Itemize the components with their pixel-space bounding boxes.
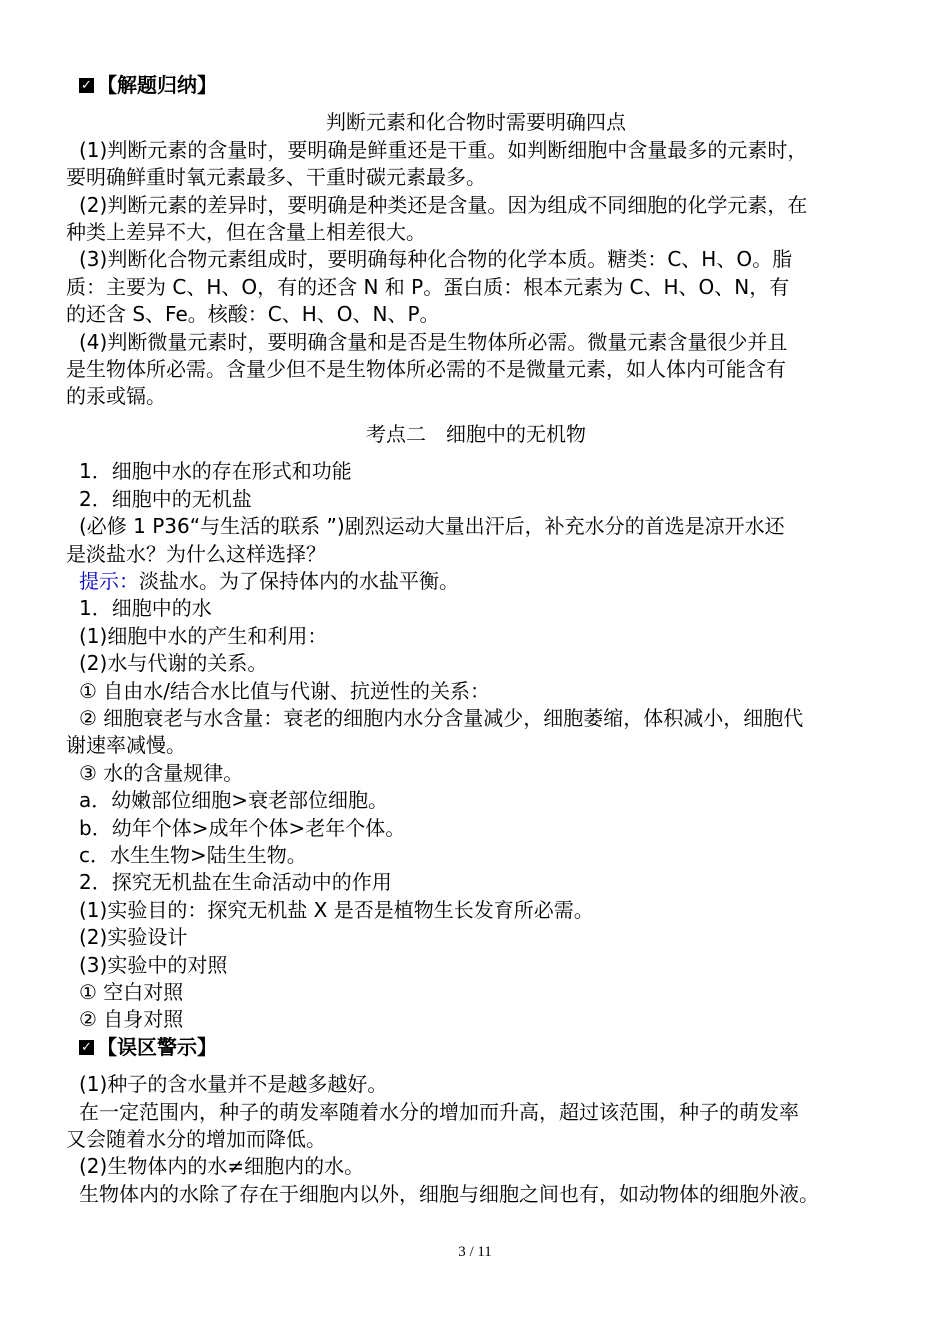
section1-title: 判断元素和化合物时需要明确四点 [326,110,626,135]
rule-c: c．水生生物>陆生生物。 [79,842,307,867]
warning-1: (1)种子的含水量并不是越多越好。 [79,1072,388,1097]
salt-item-2: (2)实验设计 [79,925,188,950]
point2-line1: (2)判断元素的差异时，要明确是种类还是含量。因为组成不同细胞的化学元素，在 [79,192,808,217]
list-item: 1．细胞中水的存在形式和功能 [79,459,352,484]
point1-line1: (1)判断元素的含量时，要明确是鲜重还是干重。如判断细胞中含量最多的元素时， [79,137,808,162]
hint-text: 淡盐水。为了保持体内的水盐平衡。 [139,568,459,593]
water-item-2: (2)水与代谢的关系。 [79,651,268,676]
question-line2: 是淡盐水？为什么这样选择？ [66,541,326,566]
point1-line2: 要明确鲜重时氧元素最多、干重时碳元素最多。 [66,165,486,190]
point3-line3: 的还含 S、Fe。核酸：C、H、O、N、P。 [66,302,440,327]
water-sub-2-line2: 谢速率减慢。 [66,733,186,758]
hint-line [66,568,886,595]
rule-a: a．幼嫩部位细胞>衰老部位细胞。 [79,788,389,813]
summary-heading [66,72,886,99]
point4-line3: 的汞或镉。 [66,384,166,409]
warning-1-text-line1: 在一定范围内，种子的萌发率随着水分的增加而升高，超过该范围，种子的萌发率 [79,1099,799,1124]
checkbox-icon: ✓ [79,1040,94,1055]
water-item-1: (1)细胞中水的产生和利用： [79,623,328,648]
warning-2: (2)生物体内的水≠细胞内的水。 [79,1154,365,1179]
warning-heading [66,1034,886,1061]
warning-1-text-line2: 又会随着水分的增加而降低。 [66,1127,326,1152]
water-sub-1: ① 自由水/结合水比值与代谢、抗逆性的关系： [79,678,491,703]
page-number: 3 / 11 [458,1244,492,1260]
water-heading: 1．细胞中的水 [79,596,212,621]
salt-item-1: (1)实验目的：探究无机盐 X 是否是植物生长发育所必需。 [79,897,594,922]
warning-tag: 【误区警示】 [97,1034,217,1059]
point2-line2: 种类上差异不大，但在含量上相差很大。 [66,220,426,245]
warning-2-text: 生物体内的水除了存在于细胞内以外，细胞与细胞之间也有，如动物体的细胞外液。 [79,1181,819,1206]
section2-title: 考点二 细胞中的无机物 [366,421,586,446]
point3-line2: 质：主要为 C、H、O，有的还含 N 和 P。蛋白质：根本元素为 C、H、O、N，有 [66,274,790,299]
salt-heading: 2．探究无机盐在生命活动中的作用 [79,870,392,895]
page-content [66,72,886,1208]
question-line1: (必修 1 P36“与生活的联系 ”)剧烈运动大量出汗后，补充水分的首选是凉开水还 [79,514,785,539]
summary-tag: 【解题归纳】 [97,73,217,97]
point4-line2: 是生物体所必需。含量少但不是生物体所必需的不是微量元素，如人体内可能含有 [66,357,786,382]
point3-line1: (3)判断化合物元素组成时，要明确每种化合物的化学本质。糖类：C、H、O。脂 [79,247,793,272]
water-sub-2-line1: ② 细胞衰老与水含量：衰老的细胞内水分含量减少，细胞萎缩，体积减小，细胞代 [79,705,804,730]
checkbox-icon: ✓ [79,78,94,93]
point4-line1: (4)判断微量元素时，要明确含量和是否是生物体所必需。微量元素含量很少并且 [79,329,788,354]
control-2: ② 自身对照 [79,1007,184,1032]
salt-item-3: (3)实验中的对照 [79,952,228,977]
hint-label: 提示： [79,568,139,593]
list-item: 2．细胞中的无机盐 [79,486,252,511]
control-1: ① 空白对照 [79,980,184,1004]
water-sub-3: ③ 水的含量规律。 [79,760,244,785]
rule-b: b．幼年个体>成年个体>老年个体。 [79,815,406,840]
